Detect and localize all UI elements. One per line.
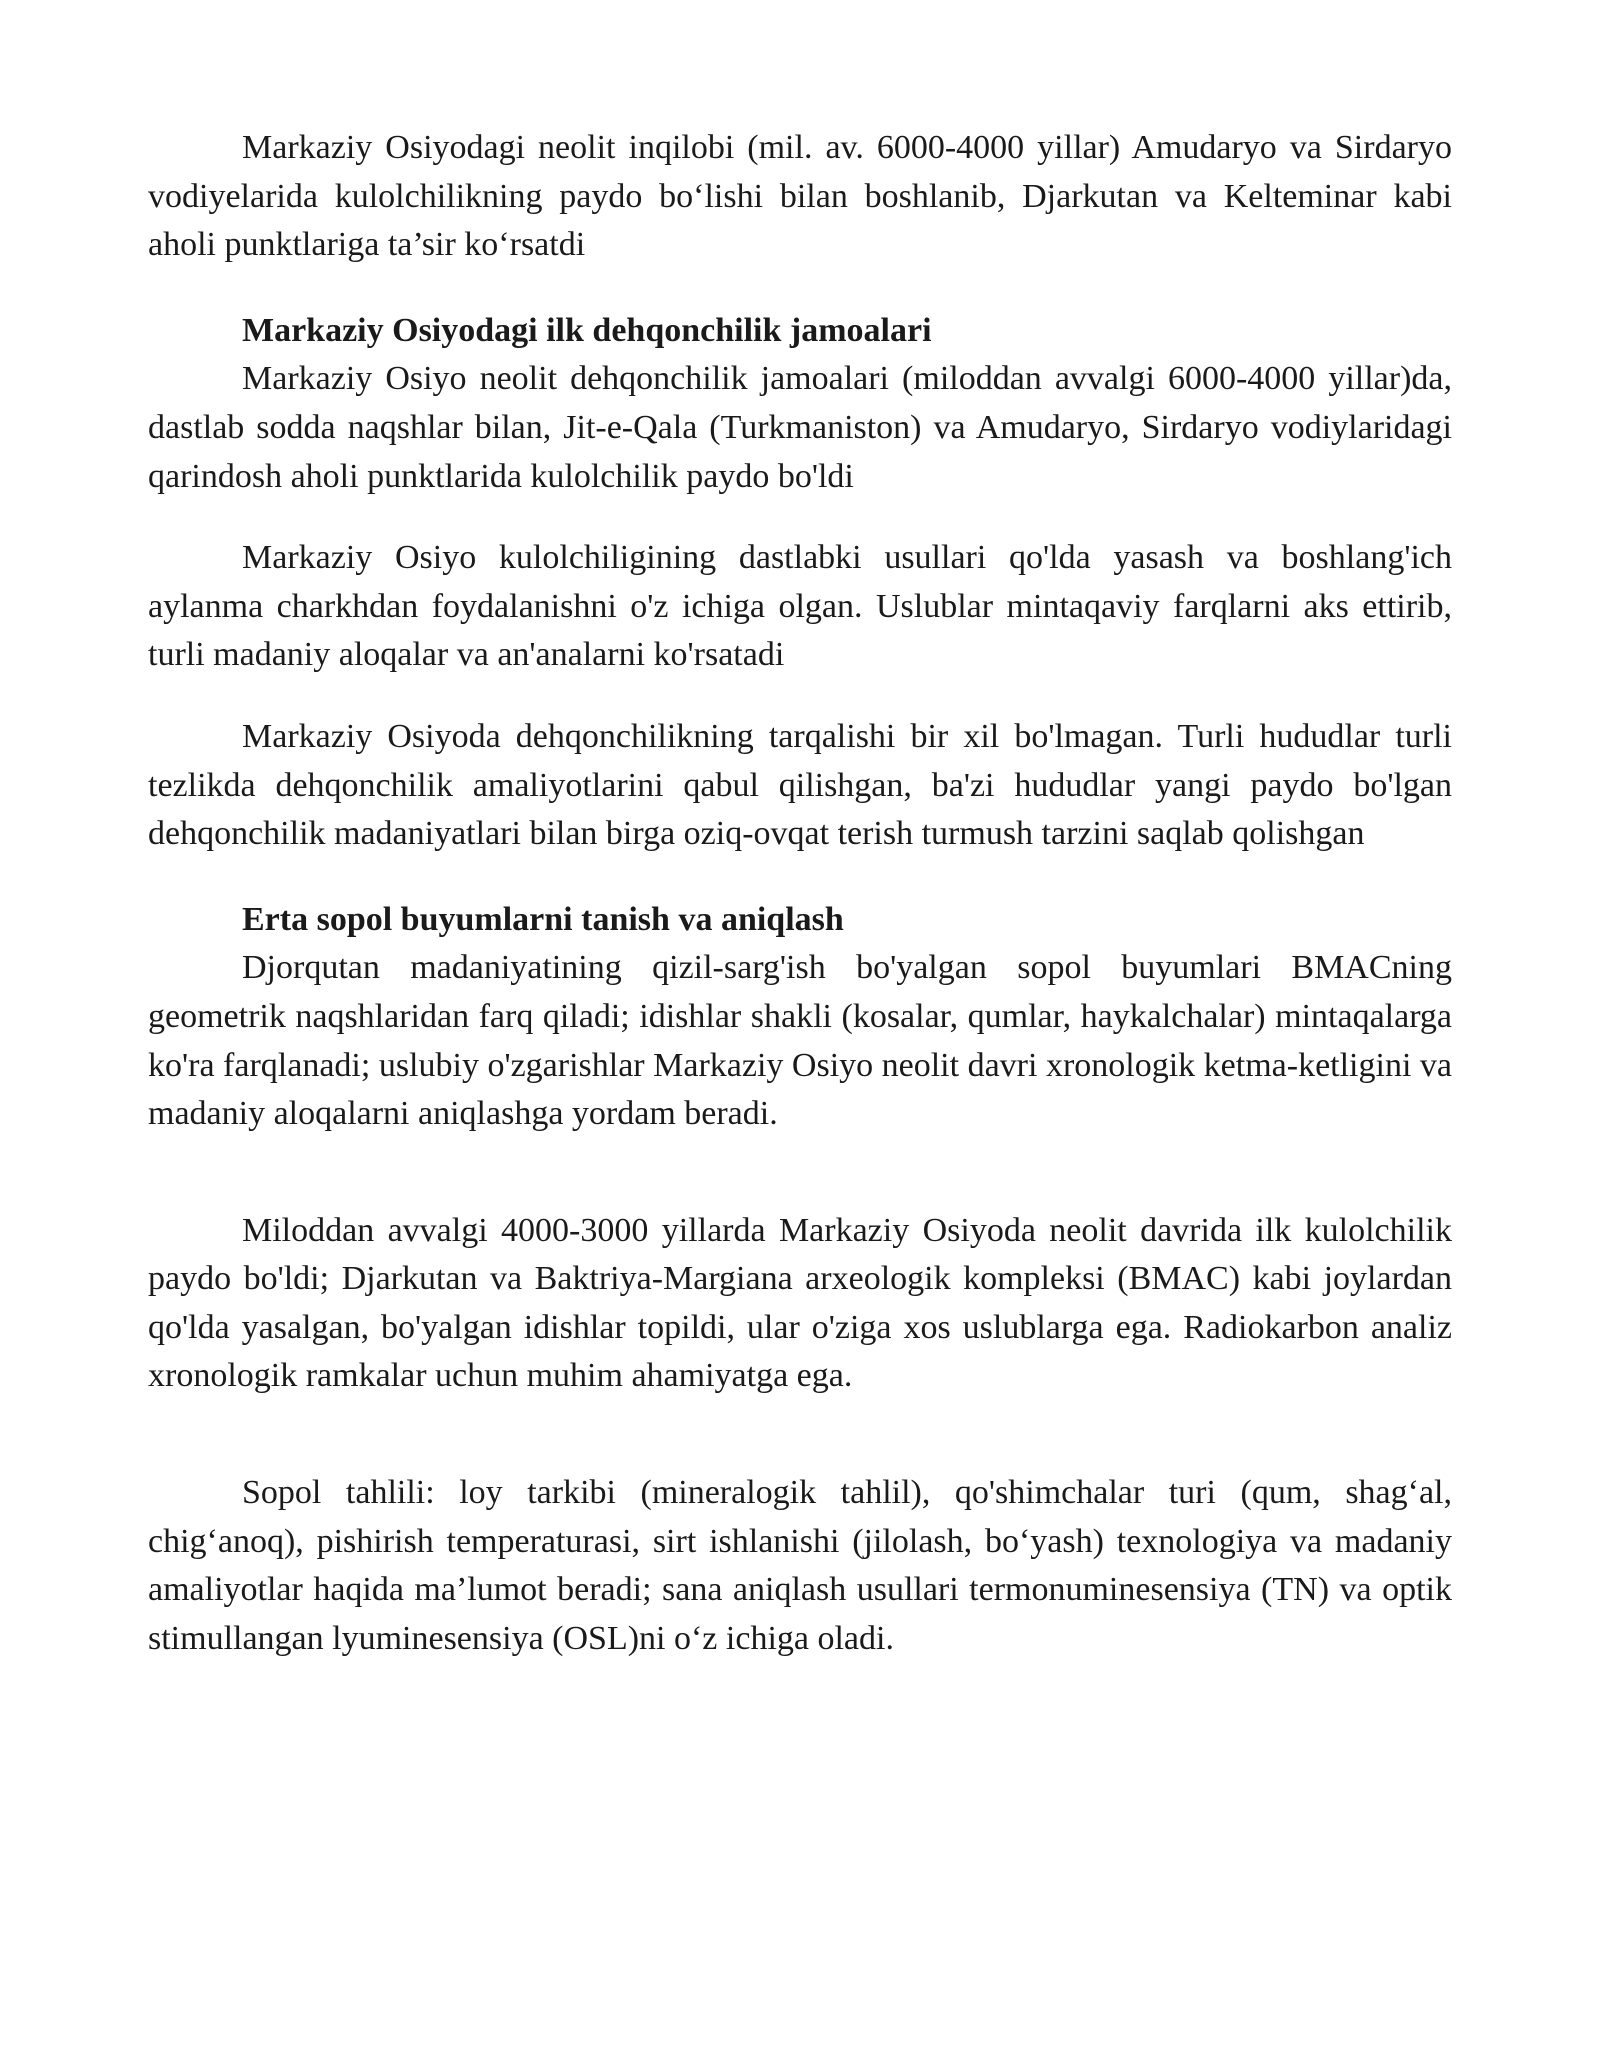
paragraph-neolithic-revolution: Markaziy Osiyodagi neolit inqilobi (mil. av. 6000-4000 yillar) Amudaryo va Sirdaryo vodiyelarida kulolchilikning paydo bo‘lishi bilan boshlanib, Djarkutan va Kelteminar kabi aholi punktlariga ta’sir ko‘rsatdi [148, 129, 1452, 264]
paragraph-spread-of-farming: Markaziy Osiyoda dehqonchilikning tarqalishi bir xil bo'lmagan. Turli hududlar turli tezlikda dehqonchilik amaliyotlarini qabul qilishgan, ba'zi hududlar yangi paydo bo'lgan dehqonchilik madaniyatlari bilan birga oziq-ovqat terish turmush tarzini saqlab qolishgan [148, 717, 1452, 853]
spacer [148, 680, 1452, 713]
paragraph-farming-communities: Markaziy Osiyo neolit dehqonchilik jamoalari (miloddan avvalgi 6000-4000 yillar)da, dastlab sodda naqshlar bilan, Jit-e-Qala (Turkmaniston) va Amudaryo, Sirdaryo vodiylaridagi qarindosh aholi punktlarida kulolchilik paydo bo'ldi [148, 360, 1452, 495]
heading-early-farming-communities: Markaziy Osiyodagi ilk dehqonchilik jamoalari [242, 311, 932, 349]
paragraph-djorqutan-pottery: Djorqutan madaniyatining qizil-sarg'ish bo'yalgan sopol buyumlari BMACning geometrik naqshlaridan farq qiladi; idishlar shakli (kosalar, qumlar, haykalchalar) mintaqalarga ko'ra farqlanadi; uslubiy o'zgarishlar Markaziy Osiyo neolit davri xronologik ketma-ketligini va madaniy aloqalarni aniqlashga yordam beradi. [148, 949, 1452, 1133]
spacer [148, 1139, 1452, 1207]
spacer [148, 859, 1452, 896]
spacer [148, 1401, 1452, 1469]
heading-early-pottery-identification: Erta sopol buyumlarni tanish va aniqlash [242, 900, 844, 938]
paragraph-first-pottery-dating: Miloddan avvalgi 4000-3000 yillarda Markaziy Osiyoda neolit davrida ilk kulolchilik paydo bo'ldi; Djarkutan va Baktriya-Margiana arxeologik kompleksi (BMAC) kabi joylardan qo'lda yasalgan, bo'yalgan idishlar topildi, ular o'ziga xos uslublarga ega. Radiokarbon analiz xronologik ramkalar uchun muhim ahamiyatga ega. [148, 1211, 1452, 1395]
document-page [148, 124, 1452, 1663]
paragraph-pottery-techniques: Markaziy Osiyo kulolchiligining dastlabki usullari qo'lda yasash va boshlang'ich aylanma charkhdan foydalanishni o'z ichiga olgan. Uslublar mintaqaviy farqlarni aks ettirib, turli madaniy aloqalar va an'analarni ko'rsatadi [148, 539, 1452, 674]
spacer [148, 501, 1452, 534]
paragraph-pottery-analysis: Sopol tahlili: loy tarkibi (mineralogik tahlil), qo'shimchalar turi (qum, shag‘al, chig‘anoq), pishirish temperaturasi, sirt ishlanishi (jilolash, bo‘yash) texnologiya va madaniy amaliyotlar haqida ma’lumot beradi; sana aniqlash usullari termonuminesensiya (TN) va optik stimullangan lyuminesensiya (OSL)ni o‘z ichiga oladi. [148, 1474, 1452, 1657]
spacer [148, 270, 1452, 307]
